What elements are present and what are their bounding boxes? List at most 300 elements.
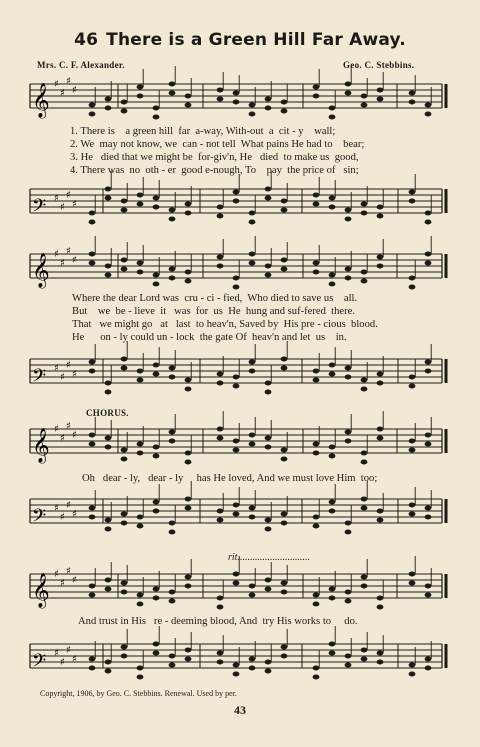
sharp-icon: ♯ [54, 424, 59, 435]
note-head [121, 457, 128, 462]
note-head [329, 500, 336, 505]
note-head [281, 654, 288, 659]
note-head [361, 202, 368, 207]
note-head [233, 572, 240, 577]
note-head [105, 273, 112, 278]
note-head [137, 94, 144, 99]
note-head [89, 360, 96, 365]
treble-staff-system-3 [0, 415, 480, 470]
note-head [105, 390, 112, 395]
sharp-icon: ♯ [54, 569, 59, 580]
note-head [329, 445, 336, 450]
treble-staff-system-2 [0, 240, 480, 295]
note-head [185, 378, 192, 383]
note-head [425, 211, 432, 216]
note-head [409, 512, 416, 517]
note-head [361, 279, 368, 284]
note-head [185, 94, 192, 99]
note-head [185, 279, 192, 284]
note-head [345, 530, 352, 535]
note-head [121, 109, 128, 114]
sharp-icon: ♯ [66, 246, 71, 257]
sharp-icon: ♯ [66, 190, 71, 201]
note-head [185, 270, 192, 275]
note-head [313, 524, 320, 529]
note-head [377, 605, 384, 610]
note-head [137, 666, 144, 671]
note-head [169, 82, 176, 87]
note-head [153, 642, 160, 647]
note-head [249, 360, 256, 365]
note-head [281, 267, 288, 272]
note-head [137, 85, 144, 90]
bass-clef-icon: 𝄢 [32, 196, 47, 221]
note-head [345, 663, 352, 668]
note-head [153, 587, 160, 592]
note-head [153, 596, 160, 601]
note-head [153, 500, 160, 505]
note-head [233, 503, 240, 508]
note-head [265, 264, 272, 269]
note-head [217, 214, 224, 219]
note-head [217, 427, 224, 432]
note-head [249, 666, 256, 671]
note-head [169, 530, 176, 535]
sharp-icon: ♯ [60, 578, 65, 589]
note-head [361, 378, 368, 383]
note-head [313, 675, 320, 680]
verse-1-line: 1. There is a green hill far a-way, With-out a cit - y wall; [70, 126, 336, 137]
note-head [313, 442, 320, 447]
note-head [313, 451, 320, 456]
sharp-icon: ♯ [60, 202, 65, 213]
note-head [89, 584, 96, 589]
note-head [313, 515, 320, 520]
note-head [89, 112, 96, 117]
sharp-icon: ♯ [72, 369, 77, 380]
note-head [249, 252, 256, 257]
note-head [377, 651, 384, 656]
note-head [233, 199, 240, 204]
note-head [121, 645, 128, 650]
chorus-line-2: And trust in His re - deeming blood, And try His works to do. [78, 616, 358, 627]
note-head [345, 267, 352, 272]
note-head [265, 390, 272, 395]
note-head [89, 593, 96, 598]
note-head [233, 285, 240, 290]
note-head [281, 199, 288, 204]
note-head [105, 381, 112, 386]
note-head [329, 115, 336, 120]
sharp-icon: ♯ [54, 79, 59, 90]
note-head [281, 645, 288, 650]
note-head [377, 88, 384, 93]
note-head [409, 375, 416, 380]
note-head [313, 369, 320, 374]
note-head [313, 378, 320, 383]
note-head [185, 575, 192, 580]
note-head [249, 211, 256, 216]
note-head [265, 273, 272, 278]
note-head [409, 91, 416, 96]
note-head [329, 587, 336, 592]
note-head [105, 527, 112, 532]
note-head [105, 669, 112, 674]
system-2-verse-2-line: But we be - lieve it was for us He hung and suf-fered there. [72, 306, 356, 317]
note-head [121, 590, 128, 595]
note-head [329, 273, 336, 278]
chorus-line-1: Oh dear - ly, dear - ly has He loved, And we must love Him too; [82, 473, 378, 484]
note-head [345, 430, 352, 435]
note-head [249, 593, 256, 598]
note-head [361, 103, 368, 108]
note-head [185, 451, 192, 456]
note-head [425, 433, 432, 438]
note-head [137, 202, 144, 207]
note-head [265, 660, 272, 665]
note-head [345, 654, 352, 659]
note-head [377, 436, 384, 441]
note-head [425, 252, 432, 257]
note-head [409, 100, 416, 105]
note-head [185, 103, 192, 108]
note-head [281, 581, 288, 586]
note-head [153, 282, 160, 287]
note-head [153, 445, 160, 450]
note-head [329, 454, 336, 459]
note-head [313, 602, 320, 607]
system-2-verse-3-line: That we might go at last to heav'n, Saved by His pre - cious blood. [72, 319, 378, 330]
note-head [361, 497, 368, 502]
bass-clef-icon: 𝄢 [32, 366, 47, 391]
note-head [105, 587, 112, 592]
copyright-notice: Copyright, 1906, by Geo. C. Stebbins. Renewal. Used by per. [40, 689, 237, 698]
note-head [233, 439, 240, 444]
note-head [377, 596, 384, 601]
note-head [185, 202, 192, 207]
sharp-icon: ♯ [72, 509, 77, 520]
hymn-heading [0, 30, 480, 50]
note-head [153, 273, 160, 278]
verse-3-line: 3. He died that we might be for-giv'n, He died to make us good, [70, 152, 359, 163]
note-head [169, 91, 176, 96]
note-head [233, 384, 240, 389]
note-head [185, 657, 192, 662]
chorus-label: CHORUS. [86, 408, 129, 418]
note-head [361, 460, 368, 465]
note-head [313, 593, 320, 598]
note-head [425, 593, 432, 598]
note-head [345, 599, 352, 604]
note-head [153, 205, 160, 210]
verse-4-line: 4. There was no oth - er good e-nough, To pay the price of sin; [70, 165, 359, 176]
note-head [249, 112, 256, 117]
note-head [89, 220, 96, 225]
note-head [169, 654, 176, 659]
note-head [425, 103, 432, 108]
sharp-icon: ♯ [54, 363, 59, 374]
note-head [329, 651, 336, 656]
note-head [313, 193, 320, 198]
note-head [409, 663, 416, 668]
note-head [105, 97, 112, 102]
note-head [185, 506, 192, 511]
note-head [329, 106, 336, 111]
note-head [345, 91, 352, 96]
sharp-icon: ♯ [60, 372, 65, 383]
treble-staff-system-4 [0, 560, 480, 615]
note-head [105, 264, 112, 269]
note-head [265, 527, 272, 532]
note-head [185, 497, 192, 502]
sharp-icon: ♯ [72, 654, 77, 665]
note-head [281, 521, 288, 526]
sharp-icon: ♯ [54, 249, 59, 260]
treble-staff-system-1 [0, 70, 480, 130]
note-head [153, 509, 160, 514]
page-number: 43 [234, 703, 246, 717]
sharp-icon: ♯ [72, 430, 77, 441]
note-head [377, 427, 384, 432]
note-head [89, 515, 96, 520]
note-head [169, 208, 176, 213]
sharp-icon: ♯ [66, 76, 71, 87]
note-head [377, 509, 384, 514]
note-head [249, 515, 256, 520]
note-head [425, 515, 432, 520]
note-head [265, 187, 272, 192]
note-head [361, 648, 368, 653]
note-head [265, 196, 272, 201]
note-head [137, 442, 144, 447]
note-head [265, 106, 272, 111]
note-head [233, 190, 240, 195]
note-head [345, 217, 352, 222]
note-head [329, 205, 336, 210]
note-head [153, 651, 160, 656]
note-head [377, 205, 384, 210]
note-head [169, 267, 176, 272]
note-head [153, 363, 160, 368]
note-head [121, 267, 128, 272]
note-head [89, 442, 96, 447]
note-head [217, 596, 224, 601]
sharp-icon: ♯ [60, 88, 65, 99]
treble-clef-icon: 𝄞 [32, 428, 50, 463]
note-head [281, 100, 288, 105]
note-head [105, 187, 112, 192]
note-head [217, 255, 224, 260]
note-head [361, 270, 368, 275]
note-head [281, 512, 288, 517]
note-head [217, 518, 224, 523]
lyricist-credit: Mrs. C. F. Alexander. [37, 60, 125, 70]
note-head [249, 261, 256, 266]
note-head [361, 94, 368, 99]
note-head [121, 448, 128, 453]
note-head [345, 366, 352, 371]
note-head [105, 660, 112, 665]
note-head [137, 675, 144, 680]
note-head [185, 387, 192, 392]
note-head [265, 445, 272, 450]
note-head [249, 584, 256, 589]
note-head [345, 521, 352, 526]
note-head [137, 378, 144, 383]
note-head [425, 261, 432, 266]
note-head [89, 657, 96, 662]
sharp-icon: ♯ [60, 433, 65, 444]
note-head [137, 602, 144, 607]
note-head [265, 669, 272, 674]
note-head [153, 106, 160, 111]
note-head [345, 375, 352, 380]
note-head [249, 442, 256, 447]
note-head [329, 509, 336, 514]
note-head [169, 375, 176, 380]
note-head [265, 436, 272, 441]
note-head [217, 660, 224, 665]
note-head [377, 518, 384, 523]
note-head [89, 261, 96, 266]
note-head [265, 578, 272, 583]
note-head [137, 524, 144, 529]
note-head [377, 660, 384, 665]
note-head [329, 642, 336, 647]
note-head [425, 506, 432, 511]
note-head [89, 211, 96, 216]
note-head [89, 103, 96, 108]
note-head [169, 366, 176, 371]
note-head [105, 445, 112, 450]
note-head [233, 276, 240, 281]
note-head [329, 372, 336, 377]
note-head [409, 199, 416, 204]
sharp-icon: ♯ [66, 421, 71, 432]
note-head [425, 369, 432, 374]
note-head [361, 584, 368, 589]
note-head [329, 196, 336, 201]
bass-clef-icon: 𝄢 [32, 651, 47, 676]
bass-staff-system-1 [0, 175, 480, 235]
note-head [217, 97, 224, 102]
note-head [233, 448, 240, 453]
note-head [377, 264, 384, 269]
note-head [361, 387, 368, 392]
note-head [121, 581, 128, 586]
note-head [105, 578, 112, 583]
note-head [185, 584, 192, 589]
note-head [217, 381, 224, 386]
verse-2-line: 2. We may not know, we can - not tell What pains He had to bear; [70, 139, 365, 150]
note-head [281, 109, 288, 114]
note-head [233, 100, 240, 105]
note-head [217, 264, 224, 269]
note-head [425, 112, 432, 117]
note-head [265, 381, 272, 386]
note-head [217, 372, 224, 377]
note-head [169, 439, 176, 444]
treble-clef-icon: 𝄞 [32, 253, 50, 288]
note-head [185, 211, 192, 216]
treble-clef-icon: 𝄞 [32, 83, 50, 118]
sharp-icon: ♯ [60, 258, 65, 269]
sharp-icon: ♯ [66, 566, 71, 577]
note-head [233, 512, 240, 517]
note-head [105, 436, 112, 441]
note-head [249, 433, 256, 438]
note-head [409, 672, 416, 677]
treble-clef-icon: 𝄞 [32, 573, 50, 608]
note-head [377, 255, 384, 260]
note-head [169, 521, 176, 526]
note-head [409, 439, 416, 444]
note-head [233, 663, 240, 668]
note-head [377, 381, 384, 386]
rit-text: rit. [228, 552, 240, 563]
system-2-verse-1-line: Where the dear Lord was cru - ci - fied, Who died to save us all. [72, 293, 358, 304]
note-head [425, 666, 432, 671]
note-head [409, 572, 416, 577]
note-head [361, 451, 368, 456]
note-head [121, 258, 128, 263]
note-head [105, 196, 112, 201]
note-head [89, 666, 96, 671]
sharp-icon: ♯ [54, 503, 59, 514]
note-head [409, 384, 416, 389]
note-head [249, 369, 256, 374]
note-head [233, 91, 240, 96]
sharp-icon: ♯ [72, 255, 77, 266]
note-head [169, 663, 176, 668]
note-head [265, 587, 272, 592]
note-head [233, 375, 240, 380]
note-head [313, 261, 320, 266]
note-head [361, 211, 368, 216]
note-head [281, 590, 288, 595]
note-head [249, 506, 256, 511]
note-head [121, 366, 128, 371]
note-head [361, 506, 368, 511]
note-head [409, 503, 416, 508]
note-head [249, 103, 256, 108]
note-head [217, 605, 224, 610]
hymn-number: 46 [74, 30, 99, 50]
sharp-icon: ♯ [54, 193, 59, 204]
note-head [425, 360, 432, 365]
note-head [425, 220, 432, 225]
note-head [409, 448, 416, 453]
note-head [137, 515, 144, 520]
note-head [265, 518, 272, 523]
sharp-icon: ♯ [72, 575, 77, 586]
note-head [313, 270, 320, 275]
note-head [313, 666, 320, 671]
note-head [281, 258, 288, 263]
note-head [233, 581, 240, 586]
note-head [137, 369, 144, 374]
note-head [89, 369, 96, 374]
note-head [169, 217, 176, 222]
bass-staff-system-4 [0, 630, 480, 685]
note-head [121, 521, 128, 526]
note-head [425, 584, 432, 589]
note-head [313, 94, 320, 99]
sharp-icon: ♯ [66, 500, 71, 511]
note-head [185, 460, 192, 465]
note-head [345, 82, 352, 87]
note-head [409, 581, 416, 586]
